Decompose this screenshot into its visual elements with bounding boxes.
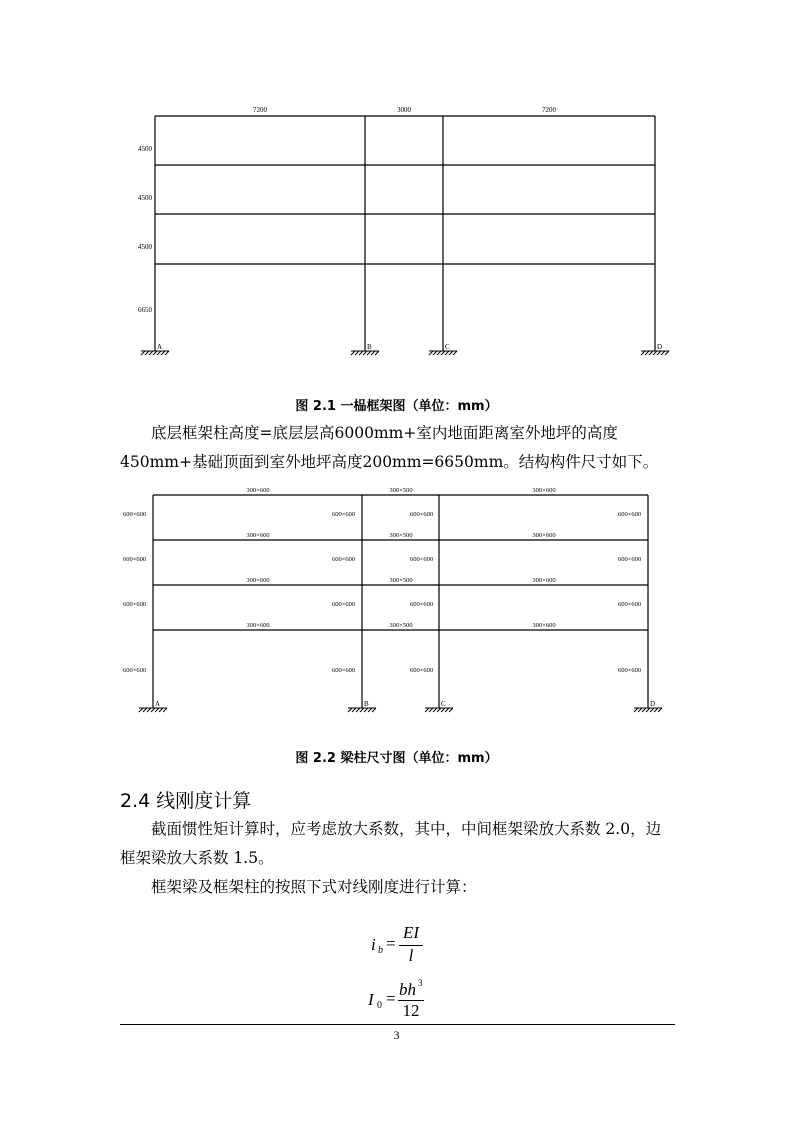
beam-size-label: 300×600 [246, 487, 270, 494]
beam-size-label: 300×600 [246, 532, 270, 539]
column-size-label: 600×600 [332, 667, 356, 674]
column-size-label: 600×600 [618, 601, 642, 608]
column-size-label: 600×600 [618, 511, 642, 518]
column-size-label: 600×600 [123, 556, 147, 563]
column-size-label: 600×600 [410, 556, 434, 563]
support-b-icon [348, 708, 376, 712]
beam-size-label: 300×600 [246, 622, 270, 629]
formula-inertia: I 0 = bh 3 12 [368, 978, 423, 1020]
span-label: 7200 [253, 106, 267, 114]
column-size-label: 600×600 [618, 556, 642, 563]
support-label: D [650, 700, 656, 708]
paragraph-3: 框架梁及框架柱的按照下式对线刚度进行计算： [151, 878, 477, 896]
column-size-label: 600×600 [332, 601, 356, 608]
support-a-icon [139, 708, 167, 712]
footer-divider [120, 1024, 675, 1025]
page-number: 3 [393, 1028, 400, 1042]
support-d-icon [634, 708, 662, 712]
span-label: 7200 [542, 106, 556, 114]
column-size-label: 600×600 [332, 556, 356, 563]
column-size-label: 600×600 [410, 511, 434, 518]
beam-size-label: 300×600 [532, 622, 556, 629]
beam-size-label: 300×500 [389, 622, 413, 629]
beam-size-label: 300×600 [532, 532, 556, 539]
column-size-label: 600×600 [123, 511, 147, 518]
beam-size-label: 300×500 [389, 487, 413, 494]
beam-size-label: 300×500 [389, 577, 413, 584]
height-label: 4500 [138, 145, 152, 153]
section-heading: 2.4 线刚度计算 [120, 790, 252, 812]
column-size-label: 600×600 [618, 667, 642, 674]
column-size-label: 600×600 [123, 601, 147, 608]
figure-2-caption: 图 2.2 梁柱尺寸图（单位：mm） [295, 751, 498, 766]
support-label: C [445, 343, 450, 351]
paragraph-1: 底层框架柱高度=底层层高6000mm+室内地面距离室外地坪的高度450mm+基础顶面到室外地坪高度200mm=6650mm。结构构件尺寸如下。 [120, 424, 659, 471]
figure-1-caption: 图 2.1 一榀框架图（单位：mm） [295, 399, 498, 414]
span-label: 3000 [397, 106, 411, 114]
beam-size-label: 300×600 [246, 577, 270, 584]
paragraph-2: 截面惯性矩计算时，应考虑放大系数，其中，中间框架梁放大系数 2.0，边框架梁放大系数 1.5。 [120, 820, 662, 867]
column-size-label: 600×600 [123, 667, 147, 674]
beam-size-label: 300×600 [532, 487, 556, 494]
beam-size-label: 300×600 [532, 577, 556, 584]
height-label: 4500 [138, 194, 152, 202]
column-size-label: 600×600 [410, 601, 434, 608]
support-label: A [157, 343, 163, 351]
beam-size-label: 300×500 [389, 532, 413, 539]
column-size-label: 600×600 [332, 511, 356, 518]
support-label: B [364, 700, 369, 708]
support-label: D [657, 343, 663, 351]
formula-linear-stiffness: i b = EI l [371, 923, 431, 967]
column-size-label: 600×600 [410, 667, 434, 674]
height-label: 4500 [138, 243, 152, 251]
support-c-icon [425, 708, 453, 712]
height-label: 6650 [138, 306, 152, 314]
support-label: C [441, 700, 446, 708]
support-label: A [155, 700, 161, 708]
support-label: B [367, 343, 372, 351]
